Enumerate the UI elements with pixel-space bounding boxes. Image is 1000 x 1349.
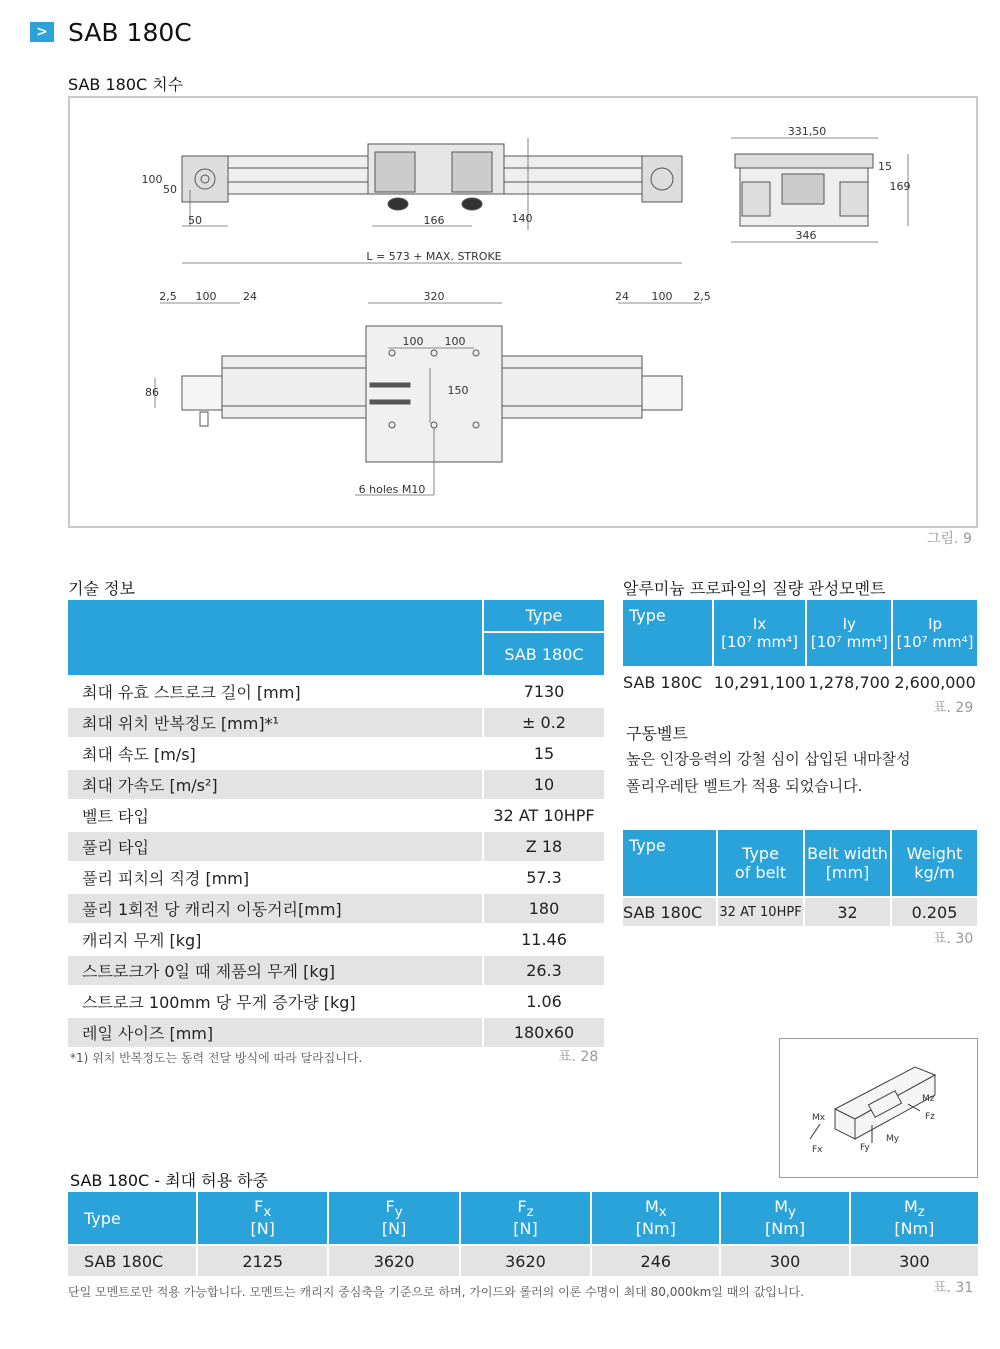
axis-my: My bbox=[886, 1134, 900, 1144]
inertia-header-ix: Ix [10⁷ mm⁴] bbox=[721, 615, 798, 651]
load-header-type: Type bbox=[84, 1208, 121, 1228]
tech-row-label: 캐리지 무게 [kg] bbox=[82, 931, 202, 950]
dim-2-5-right: 2,5 bbox=[693, 290, 711, 303]
tech-row-label: 벨트 타입 bbox=[82, 807, 149, 826]
dim-86: 86 bbox=[145, 386, 159, 399]
inertia-cell: 10,291,100 bbox=[713, 672, 806, 692]
axis-fz: Fz bbox=[925, 1112, 935, 1122]
page-title: SAB 180C bbox=[68, 18, 192, 47]
inertia-cell: 2,600,000 bbox=[894, 672, 976, 692]
tech-row-value: Z 18 bbox=[525, 837, 563, 856]
load-cell: 3620 bbox=[505, 1251, 546, 1271]
inertia-caption: 표. 29 bbox=[933, 700, 974, 716]
section-marker-icon: > bbox=[30, 22, 54, 42]
belt-header-type: Type bbox=[629, 836, 666, 855]
tech-row-value: 180x60 bbox=[513, 1023, 575, 1042]
dim-length: L = 573 + MAX. STROKE bbox=[366, 250, 502, 263]
load-title: SAB 180C - 최대 허용 하중 bbox=[70, 1171, 269, 1190]
tech-row-value: 1.06 bbox=[526, 992, 562, 1011]
tech-title: 기술 정보 bbox=[68, 579, 135, 598]
dim-140: 140 bbox=[511, 212, 533, 225]
belt-cell: 32 AT 10HPF bbox=[719, 904, 802, 920]
dim-320: 320 bbox=[423, 290, 445, 303]
tech-row-label: 최대 유효 스트로크 길이 [mm] bbox=[82, 683, 301, 702]
tech-row-value: 11.46 bbox=[521, 930, 567, 949]
dim-150: 150 bbox=[447, 384, 469, 397]
axis-fy: Fy bbox=[860, 1143, 870, 1153]
load-header-fy: $F_y$ [N] bbox=[381, 1196, 407, 1239]
load-cell: 300 bbox=[899, 1251, 930, 1271]
tech-row-value: 26.3 bbox=[526, 961, 562, 980]
inertia-cell: 1,278,700 bbox=[808, 672, 890, 692]
tech-row-label: 최대 가속도 [m/s²] bbox=[82, 776, 218, 795]
tech-row-value: ± 0.2 bbox=[522, 713, 566, 732]
dim-50-left: 50 bbox=[163, 183, 177, 196]
dim-24-right: 24 bbox=[615, 290, 629, 303]
axis-mz: Mz bbox=[922, 1094, 935, 1104]
load-cell: 300 bbox=[769, 1251, 801, 1271]
tech-row-label: 스트로크가 0일 때 제품의 무게 [kg] bbox=[82, 962, 335, 981]
dim-100-left-bottom: 100 bbox=[195, 290, 217, 303]
tech-row-label: 풀리 1회전 당 캐리지 이동거리[mm] bbox=[82, 900, 342, 919]
dim-169: 169 bbox=[889, 180, 911, 193]
tech-note: *1) 위치 반복정도는 동력 전달 방식에 따라 달라집니다. bbox=[70, 1051, 363, 1065]
belt-caption: 표. 30 bbox=[933, 931, 974, 947]
belt-title: 구동벨트 bbox=[626, 724, 688, 743]
dim-166: 166 bbox=[423, 214, 445, 227]
dim-15: 15 bbox=[878, 160, 892, 173]
tech-row-label: 레일 사이즈 [mm] bbox=[82, 1024, 214, 1043]
dim-50-bottom: 50 bbox=[188, 214, 202, 227]
load-header-mx: $M_x$ [Nm] bbox=[635, 1196, 676, 1239]
tech-row-value: 180 bbox=[528, 899, 560, 918]
dim-346: 346 bbox=[795, 229, 817, 242]
dim-24-left: 24 bbox=[243, 290, 257, 303]
dim-2-5-left: 2,5 bbox=[159, 290, 177, 303]
load-header-mz: $M_z$ [Nm] bbox=[894, 1196, 935, 1239]
tech-row-label: 풀리 피치의 직경 [mm] bbox=[82, 869, 250, 888]
tech-row-label: 최대 속도 [m/s] bbox=[82, 745, 196, 764]
drawing-caption: 그림. 9 bbox=[927, 531, 972, 547]
tech-header-blank bbox=[68, 600, 482, 675]
axis-mx: Mx bbox=[812, 1113, 826, 1123]
dim-hole-100-b: 100 bbox=[444, 335, 466, 348]
load-cell: 246 bbox=[640, 1251, 672, 1271]
dim-100-right: 100 bbox=[651, 290, 673, 303]
tech-caption: 표. 28 bbox=[558, 1049, 599, 1065]
holes-label: 6 holes M10 bbox=[358, 483, 426, 496]
inertia-title: 알루미늄 프로파일의 질량 관성모멘트 bbox=[623, 579, 886, 598]
tech-header-type: Type bbox=[484, 600, 604, 631]
tech-row-value: 15 bbox=[533, 744, 555, 763]
dim-331-50: 331,50 bbox=[787, 125, 827, 138]
inertia-header-ip: Ip [10⁷ mm⁴] bbox=[896, 615, 974, 651]
inertia-table bbox=[621, 598, 979, 698]
load-cell: 2125 bbox=[242, 1251, 284, 1271]
drawing-title: SAB 180C 치수 bbox=[68, 75, 184, 94]
inertia-header-type: Type bbox=[629, 606, 666, 625]
tech-table bbox=[66, 598, 606, 1049]
tech-row-value: 57.3 bbox=[526, 868, 562, 887]
tech-row-value: 10 bbox=[533, 775, 555, 794]
belt-header-width: Belt width [mm] bbox=[807, 844, 888, 882]
load-cell: 3620 bbox=[373, 1251, 415, 1271]
inertia-header-iy: Iy [10⁷ mm⁴] bbox=[810, 615, 888, 651]
load-header-fz: $F_z$ [N] bbox=[513, 1196, 538, 1239]
load-note: 단일 모멘트로만 적용 가능합니다. 모멘트는 캐리지 중심축을 기준으로 하며, 가이드와 롤러의 이론 수명이 최대 80,000km일 때의 값입니다. bbox=[68, 1285, 804, 1299]
load-caption: 표. 31 bbox=[933, 1280, 974, 1296]
belt-header-belt-type: Type of belt bbox=[734, 844, 787, 882]
dim-100-left: 100 bbox=[141, 173, 163, 186]
belt-header-weight: Weight kg/m bbox=[906, 844, 963, 882]
belt-cell: SAB 180C bbox=[623, 902, 703, 922]
tech-row-value: 32 AT 10HPF bbox=[493, 806, 595, 825]
belt-cell: 32 bbox=[837, 902, 858, 922]
belt-desc-1: 높은 인장응력의 강철 심이 삽입된 내마찰성 bbox=[626, 750, 911, 768]
belt-table bbox=[621, 828, 979, 928]
drawing-svg bbox=[70, 98, 976, 526]
tech-row-label: 풀리 타입 bbox=[82, 838, 149, 857]
tech-row-value: 7130 bbox=[523, 682, 565, 701]
axis-fx: Fx bbox=[812, 1145, 823, 1155]
belt-desc-2: 폴리우레탄 벨트가 적용 되었습니다. bbox=[626, 777, 863, 795]
belt-cell: 0.205 bbox=[911, 902, 958, 922]
inertia-cell: SAB 180C bbox=[623, 672, 703, 692]
technical-drawing bbox=[68, 96, 978, 528]
load-cell: SAB 180C bbox=[84, 1251, 164, 1271]
load-table bbox=[66, 1190, 980, 1278]
tech-row-label: 스트로크 100mm 당 무게 증가량 [kg] bbox=[82, 993, 356, 1012]
load-header-fx: $F_x$ [N] bbox=[250, 1196, 275, 1239]
axes-diagram bbox=[779, 1038, 978, 1178]
tech-row-label: 최대 위치 반복정도 [mm]*¹ bbox=[82, 714, 279, 733]
load-header-my: $M_y$ [Nm] bbox=[765, 1196, 806, 1239]
tech-header-model: SAB 180C bbox=[484, 633, 604, 675]
dim-hole-100-a: 100 bbox=[402, 335, 424, 348]
